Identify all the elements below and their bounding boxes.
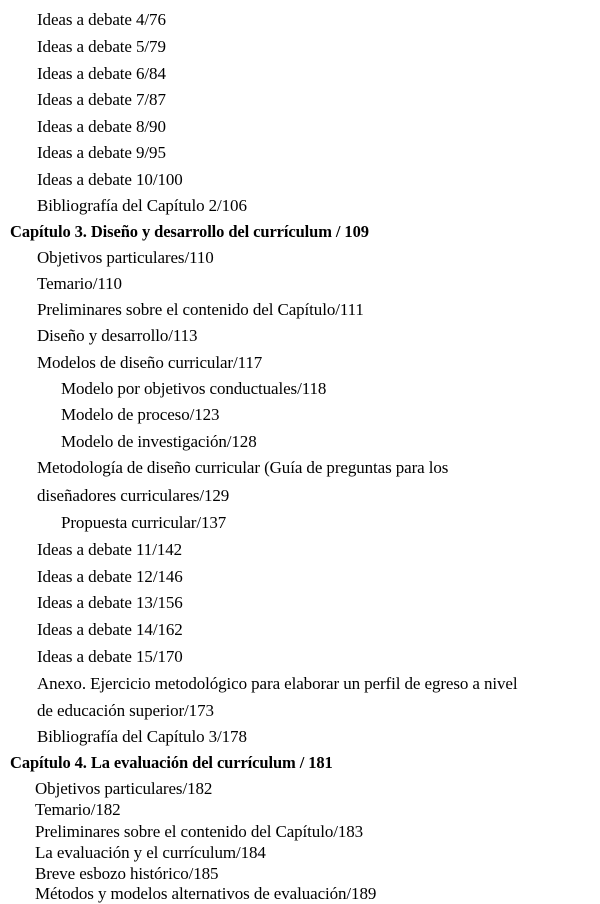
toc-entry: diseñadores curriculares/129	[37, 486, 230, 505]
toc-entry: Preliminares sobre el contenido del Capítulo/111	[37, 300, 364, 319]
toc-entry: Anexo. Ejercicio metodológico para elaborar un perfil de egreso a nivel	[37, 674, 518, 693]
toc-entry: Objetivos particulares/182	[35, 779, 213, 798]
toc-entry: Bibliografía del Capítulo 3/178	[37, 727, 247, 746]
toc-entry: Objetivos particulares/110	[37, 248, 214, 267]
toc-entry: Ideas a debate 9/95	[37, 143, 166, 162]
toc-entry: Ideas a debate 10/100	[37, 170, 183, 189]
toc-entry: de educación superior/173	[37, 701, 214, 720]
toc-entry: Métodos y modelos alternativos de evaluación/189	[35, 884, 377, 903]
toc-entry: Metodología de diseño curricular (Guía de preguntas para los	[37, 458, 449, 477]
toc-entry: Preliminares sobre el contenido del Capítulo/183	[35, 822, 364, 841]
toc-entry: Propuesta curricular/137	[61, 513, 227, 532]
toc-entry: Diseño y desarrollo/113	[37, 326, 198, 345]
toc-entry: Ideas a debate 5/79	[37, 37, 166, 56]
toc-entry: Modelos de diseño curricular/117	[37, 353, 263, 372]
toc-entry: La evaluación y el currículum/184	[35, 843, 266, 862]
toc-entry: Temario/182	[35, 800, 121, 819]
chapter-heading: Capítulo 3. Diseño y desarrollo del currículum / 109	[10, 222, 369, 241]
toc-entry: Modelo de proceso/123	[61, 405, 220, 424]
toc-entry: Ideas a debate 6/84	[37, 64, 166, 83]
toc-entry: Ideas a debate 4/76	[37, 10, 166, 29]
toc-entry: Temario/110	[37, 274, 122, 293]
toc-entry: Modelo de investigación/128	[61, 432, 257, 451]
toc-entry: Ideas a debate 8/90	[37, 117, 166, 136]
toc-entry: Breve esbozo histórico/185	[35, 864, 219, 883]
toc-entry: Ideas a debate 15/170	[37, 647, 183, 666]
toc-entry: Ideas a debate 13/156	[37, 593, 183, 612]
toc-entry: Ideas a debate 14/162	[37, 620, 183, 639]
toc-entry: Bibliografía del Capítulo 2/106	[37, 196, 247, 215]
toc-entry: Ideas a debate 12/146	[37, 567, 183, 586]
chapter-heading: Capítulo 4. La evaluación del currículum / 181	[10, 753, 333, 772]
toc-entry: Modelo por objetivos conductuales/118	[61, 379, 327, 398]
toc-entry: Ideas a debate 11/142	[37, 540, 183, 559]
toc-entry: Ideas a debate 7/87	[37, 90, 166, 109]
